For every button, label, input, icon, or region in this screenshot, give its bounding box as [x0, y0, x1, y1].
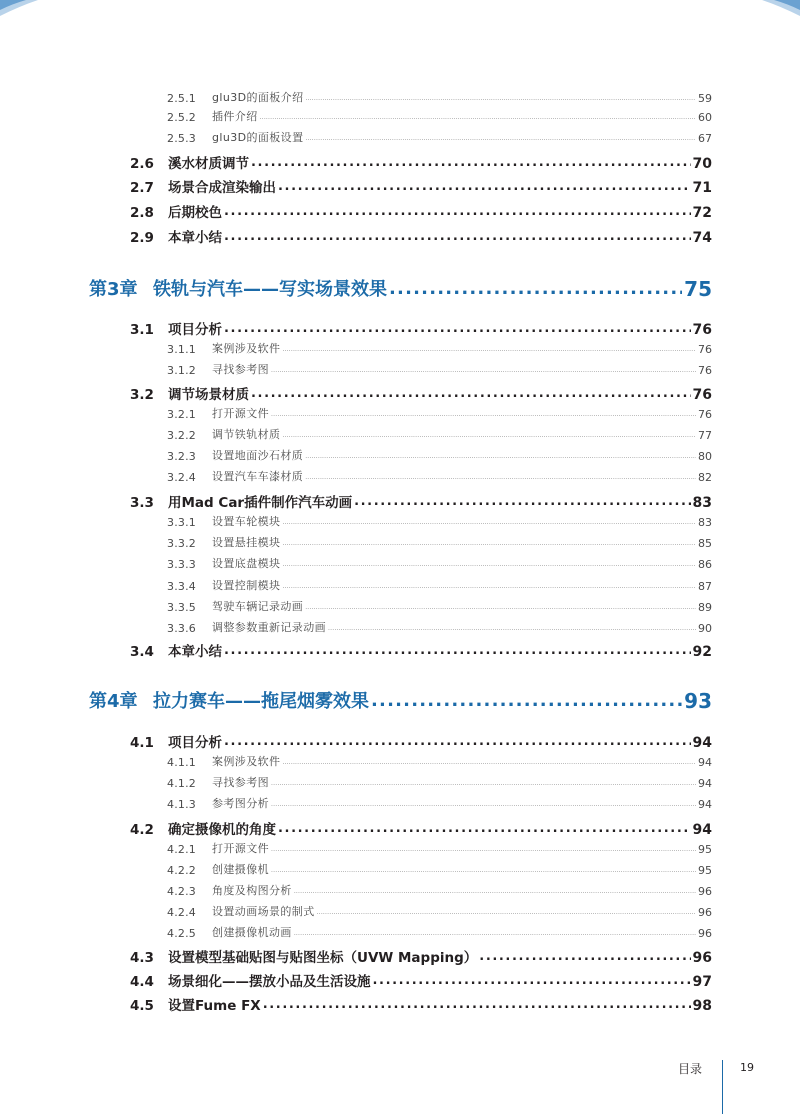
toc-entry-number: 3.2.2 [167, 429, 196, 442]
toc-entry-page: 93 [684, 689, 712, 713]
toc-entry-title: 创建摄像机 [212, 863, 269, 876]
toc-entry-page: 82 [698, 471, 712, 484]
toc-section-entry[interactable] [130, 201, 712, 221]
toc-subsection-entry[interactable] [167, 426, 712, 442]
toc-dot-leader [224, 733, 691, 751]
toc-entry-title: 本章小结 [168, 230, 222, 246]
toc-entry-number: 3.3.1 [167, 516, 196, 529]
toc-dot-leader [263, 996, 691, 1014]
toc-subsection-entry[interactable] [167, 513, 712, 529]
toc-dot-leader [282, 344, 696, 356]
toc-subsection-entry[interactable] [167, 447, 712, 463]
toc-dot-leader [251, 385, 691, 403]
toc-entry-number: 4.4 [130, 974, 154, 990]
toc-dot-leader [371, 689, 682, 713]
toc-subsection-entry[interactable] [167, 861, 712, 877]
toc-entry-page: 94 [692, 735, 712, 751]
toc-subsection-entry[interactable] [167, 619, 712, 635]
toc-entry-title: 项目分析 [168, 322, 222, 338]
toc-dot-leader [389, 277, 682, 301]
toc-entry-page: 92 [692, 644, 712, 660]
toc-entry-number: 3.4 [130, 644, 154, 660]
toc-entry-page: 95 [698, 843, 712, 856]
toc-entry-page: 85 [698, 537, 712, 550]
toc-entry-title: 角度及构图分析 [212, 884, 292, 897]
toc-section-entry[interactable] [130, 818, 712, 838]
toc-section-entry[interactable] [130, 640, 712, 660]
toc-entry-title: 场景合成渲染输出 [168, 180, 276, 196]
toc-dot-leader [278, 820, 691, 838]
toc-entry-title: 用Mad Car插件制作汽车动画 [168, 495, 353, 511]
toc-section-entry[interactable] [130, 946, 712, 966]
toc-subsection-entry[interactable] [167, 577, 712, 593]
toc-subsection-entry[interactable] [167, 774, 712, 790]
toc-entry-page: 70 [692, 156, 712, 172]
toc-section-entry[interactable] [130, 994, 712, 1014]
toc-entry-number: 4.2.5 [167, 927, 196, 940]
toc-entry-page: 77 [698, 429, 712, 442]
toc-entry-title: glu3D的面板介绍 [212, 91, 304, 104]
toc-chapter-entry[interactable] [89, 685, 712, 713]
toc-entry-title: 本章小结 [168, 644, 222, 660]
toc-section-entry[interactable] [130, 176, 712, 196]
toc-entry-number: 2.7 [130, 180, 154, 196]
toc-entry-page: 89 [698, 601, 712, 614]
toc-subsection-entry[interactable] [167, 840, 712, 856]
toc-entry-number: 4.2.3 [167, 885, 196, 898]
toc-entry-number: 2.5.2 [167, 111, 196, 124]
toc-entry-page: 96 [698, 906, 712, 919]
toc-subsection-entry[interactable] [167, 753, 712, 769]
toc-entry-number: 2.5.1 [167, 92, 196, 105]
toc-subsection-entry[interactable] [167, 795, 712, 811]
toc-section-entry[interactable] [130, 318, 712, 338]
toc-dot-leader [271, 409, 696, 421]
toc-entry-number: 3.1 [130, 322, 154, 338]
toc-subsection-entry[interactable] [167, 89, 712, 105]
toc-entry-title: 设置动画场景的制式 [212, 905, 315, 918]
toc-entry-title: 案例涉及软件 [212, 755, 281, 768]
toc-dot-leader [224, 320, 691, 338]
toc-subsection-entry[interactable] [167, 534, 712, 550]
toc-entry-number: 2.9 [130, 230, 154, 246]
toc-dot-leader [282, 430, 696, 442]
toc-entry-page: 71 [692, 180, 712, 196]
toc-entry-number: 3.3.5 [167, 601, 196, 614]
toc-subsection-entry[interactable] [167, 361, 712, 377]
toc-dot-leader [224, 228, 691, 246]
toc-entry-page: 97 [692, 974, 712, 990]
toc-entry-number: 3.3 [130, 495, 154, 511]
toc-subsection-entry[interactable] [167, 882, 712, 898]
toc-entry-page: 76 [698, 343, 712, 356]
toc-subsection-entry[interactable] [167, 924, 712, 940]
toc-entry-page: 76 [698, 364, 712, 377]
toc-entry-title: 调整参数重新记录动画 [212, 621, 326, 634]
toc-entry-page: 87 [698, 580, 712, 593]
toc-entry-title: 创建摄像机动画 [212, 926, 292, 939]
toc-subsection-entry[interactable] [167, 468, 712, 484]
toc-entry-title: 设置车轮模块 [212, 515, 281, 528]
toc-entry-title: 打开源文件 [212, 407, 269, 420]
toc-entry-number: 4.1.3 [167, 798, 196, 811]
toc-entry-page: 76 [692, 387, 712, 403]
toc-entry-page: 83 [698, 516, 712, 529]
toc-entry-number: 2.8 [130, 205, 154, 221]
toc-subsection-entry[interactable] [167, 405, 712, 421]
toc-subsection-entry[interactable] [167, 555, 712, 571]
toc-dot-leader [305, 93, 696, 105]
toc-subsection-entry[interactable] [167, 129, 712, 145]
toc-subsection-entry[interactable] [167, 108, 712, 124]
toc-dot-leader [294, 886, 696, 898]
footer-section-label: 目录 [678, 1062, 703, 1076]
toc-entry-page: 86 [698, 558, 712, 571]
corner-fold-left [0, 0, 60, 18]
toc-section-entry[interactable] [130, 383, 712, 403]
toc-entry-title: 案例涉及软件 [212, 342, 281, 355]
toc-entry-title: 设置控制模块 [212, 579, 281, 592]
toc-entry-page: 80 [698, 450, 712, 463]
toc-entry-page: 83 [692, 495, 712, 511]
toc-dot-leader [271, 799, 696, 811]
toc-entry-page: 94 [698, 756, 712, 769]
toc-entry-number: 4.1.1 [167, 756, 196, 769]
toc-subsection-entry[interactable] [167, 598, 712, 614]
toc-entry-number: 第3章 [89, 279, 138, 300]
toc-entry-number: 3.3.2 [167, 537, 196, 550]
toc-entry-page: 94 [692, 822, 712, 838]
toc-subsection-entry[interactable] [167, 340, 712, 356]
toc-entry-number: 4.5 [130, 998, 154, 1014]
toc-dot-leader [305, 451, 696, 463]
toc-entry-title: 确定摄像机的角度 [168, 822, 276, 838]
toc-entry-page: 72 [692, 205, 712, 221]
toc-entry-title: 参考图分析 [212, 797, 269, 810]
toc-entry-title: 溪水材质调节 [168, 156, 249, 172]
toc-dot-leader [271, 365, 696, 377]
toc-entry-title: 打开源文件 [212, 842, 269, 855]
toc-dot-leader [271, 865, 696, 877]
toc-entry-number: 3.2 [130, 387, 154, 403]
toc-entry-title: 设置汽车车漆材质 [212, 470, 304, 483]
toc-section-entry[interactable] [130, 491, 712, 511]
toc-dot-leader [224, 203, 691, 221]
toc-dot-leader [282, 559, 696, 571]
toc-dot-leader [260, 112, 696, 124]
toc-entry-number: 4.2.4 [167, 906, 196, 919]
toc-entry-title: 场景细化——摆放小品及生活设施 [168, 974, 371, 990]
footer-page-number: 19 [740, 1061, 754, 1074]
toc-entry-title: 设置悬挂模块 [212, 536, 281, 549]
toc-entry-number: 4.1 [130, 735, 154, 751]
toc-dot-leader [328, 623, 696, 635]
toc-dot-leader [373, 972, 691, 990]
toc-dot-leader [354, 493, 690, 511]
toc-entry-number: 第4章 [89, 691, 138, 712]
toc-entry-page: 96 [692, 950, 712, 966]
toc-entry-title: 调节铁轨材质 [212, 428, 281, 441]
toc-dot-leader [282, 538, 696, 550]
toc-entry-number: 2.5.3 [167, 132, 196, 145]
toc-entry-title: glu3D的面板设置 [212, 131, 304, 144]
toc-dot-leader [278, 178, 691, 196]
toc-entry-title: 项目分析 [168, 735, 222, 751]
toc-dot-leader [479, 948, 690, 966]
toc-entry-number: 3.1.1 [167, 343, 196, 356]
toc-entry-page: 76 [692, 322, 712, 338]
toc-entry-page: 76 [698, 408, 712, 421]
toc-entry-title: 设置地面沙石材质 [212, 449, 304, 462]
toc-dot-leader [271, 778, 696, 790]
toc-entry-number: 3.3.6 [167, 622, 196, 635]
toc-entry-page: 95 [698, 864, 712, 877]
toc-entry-number: 4.3 [130, 950, 154, 966]
toc-entry-number: 4.2.1 [167, 843, 196, 856]
toc-entry-number: 4.1.2 [167, 777, 196, 790]
toc-entry-number: 3.2.3 [167, 450, 196, 463]
toc-entry-title: 设置模型基础贴图与贴图坐标（UVW Mapping） [168, 950, 478, 966]
toc-entry-title: 调节场景材质 [168, 387, 249, 403]
toc-entry-page: 74 [692, 230, 712, 246]
toc-section-entry[interactable] [130, 152, 712, 172]
toc-entry-title: 后期校色 [168, 205, 222, 221]
toc-dot-leader [251, 154, 691, 172]
toc-entry-page: 98 [692, 998, 712, 1014]
toc-entry-page: 90 [698, 622, 712, 635]
toc-dot-leader [305, 133, 696, 145]
footer-divider [722, 1060, 723, 1114]
toc-entry-title: 设置Fume FX [168, 998, 261, 1014]
toc-dot-leader [282, 581, 696, 593]
toc-entry-title: 驾驶车辆记录动画 [212, 600, 304, 613]
toc-entry-title: 设置底盘模块 [212, 557, 281, 570]
toc-entry-page: 75 [684, 277, 712, 301]
toc-entry-number: 2.6 [130, 156, 154, 172]
toc-entry-number: 3.1.2 [167, 364, 196, 377]
toc-dot-leader [271, 844, 696, 856]
toc-entry-title: 寻找参考图 [212, 776, 269, 789]
toc-subsection-entry[interactable] [167, 903, 712, 919]
toc-entry-number: 3.2.4 [167, 471, 196, 484]
toc-dot-leader [317, 907, 696, 919]
toc-section-entry[interactable] [130, 226, 712, 246]
toc-entry-page: 60 [698, 111, 712, 124]
toc-entry-number: 3.3.4 [167, 580, 196, 593]
toc-entry-title: 插件介绍 [212, 110, 258, 123]
toc-dot-leader [305, 602, 696, 614]
toc-entry-number: 4.2 [130, 822, 154, 838]
toc-entry-page: 96 [698, 927, 712, 940]
toc-dot-leader [224, 642, 691, 660]
toc-entry-page: 59 [698, 92, 712, 105]
toc-section-entry[interactable] [130, 731, 712, 751]
corner-fold-right [740, 0, 800, 18]
toc-entry-page: 67 [698, 132, 712, 145]
toc-entry-title: 拉力赛车——拖尾烟雾效果 [153, 691, 369, 712]
toc-dot-leader [282, 517, 696, 529]
toc-entry-number: 3.3.3 [167, 558, 196, 571]
toc-section-entry[interactable] [130, 970, 712, 990]
toc-entry-page: 96 [698, 885, 712, 898]
toc-entry-number: 4.2.2 [167, 864, 196, 877]
toc-entry-page: 94 [698, 798, 712, 811]
toc-entry-title: 寻找参考图 [212, 363, 269, 376]
toc-dot-leader [305, 472, 696, 484]
toc-entry-number: 3.2.1 [167, 408, 196, 421]
toc-entry-title: 铁轨与汽车——写实场景效果 [153, 279, 387, 300]
toc-dot-leader [282, 757, 696, 769]
toc-chapter-entry[interactable] [89, 273, 712, 301]
toc-dot-leader [294, 928, 696, 940]
toc-entry-page: 94 [698, 777, 712, 790]
